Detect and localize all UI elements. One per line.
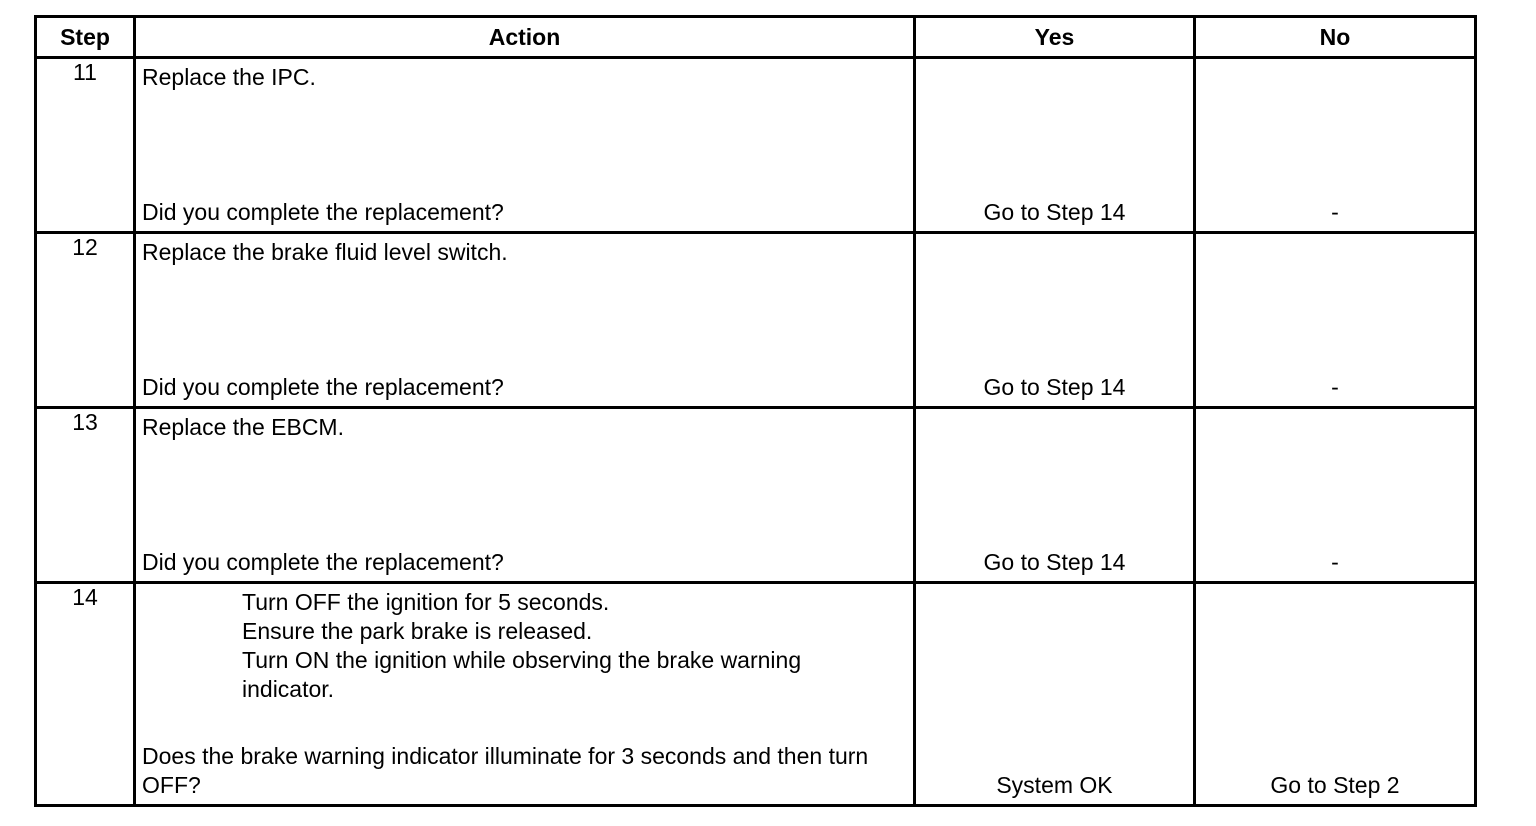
no-result: - — [1331, 199, 1339, 225]
step-number: 12 — [36, 233, 135, 408]
yes-result: System OK — [996, 772, 1113, 798]
diagnostic-table — [34, 15, 1477, 807]
question-text: Does the brake warning indicator illuminate for 3 seconds and then turn OFF? — [142, 743, 869, 798]
table-row — [36, 408, 1476, 583]
question-text: Did you complete the replacement? — [142, 199, 504, 225]
no-cell — [1195, 233, 1476, 408]
action-steps-list — [142, 588, 907, 704]
table-row — [36, 233, 1476, 408]
action-cell — [135, 408, 915, 583]
action-cell — [135, 233, 915, 408]
action-text: Replace the EBCM. — [142, 414, 344, 440]
table-row — [36, 58, 1476, 233]
header-action: Action — [135, 17, 915, 58]
header-step: Step — [36, 17, 135, 58]
table-row — [36, 583, 1476, 806]
no-cell — [1195, 408, 1476, 583]
action-step: Turn OFF the ignition for 5 seconds. — [242, 589, 610, 615]
action-cell — [135, 583, 915, 806]
no-cell — [1195, 583, 1476, 806]
question-text: Did you complete the replacement? — [142, 549, 504, 575]
action-text: Replace the IPC. — [142, 64, 316, 90]
yes-result: Go to Step 14 — [983, 374, 1126, 400]
no-cell — [1195, 58, 1476, 233]
header-no: No — [1195, 17, 1476, 58]
yes-result: Go to Step 14 — [983, 199, 1126, 225]
step-number: 14 — [36, 583, 135, 806]
question-text: Did you complete the replacement? — [142, 374, 504, 400]
header-row — [36, 17, 1476, 58]
action-text: Replace the brake fluid level switch. — [142, 239, 508, 265]
yes-cell — [915, 58, 1195, 233]
yes-cell — [915, 583, 1195, 806]
step-number: 13 — [36, 408, 135, 583]
action-step: Turn ON the ignition while observing the brake warning — [242, 647, 802, 673]
yes-result: Go to Step 14 — [983, 549, 1126, 575]
header-yes: Yes — [915, 17, 1195, 58]
action-step: Ensure the park brake is released. — [242, 618, 593, 644]
action-step: indicator. — [242, 676, 335, 702]
step-number: 11 — [36, 58, 135, 233]
yes-cell — [915, 233, 1195, 408]
no-result: - — [1331, 374, 1339, 400]
action-cell — [135, 58, 915, 233]
diagnostic-table-container — [34, 15, 1477, 807]
yes-cell — [915, 408, 1195, 583]
no-result: Go to Step 2 — [1270, 772, 1400, 798]
no-result: - — [1331, 549, 1339, 575]
